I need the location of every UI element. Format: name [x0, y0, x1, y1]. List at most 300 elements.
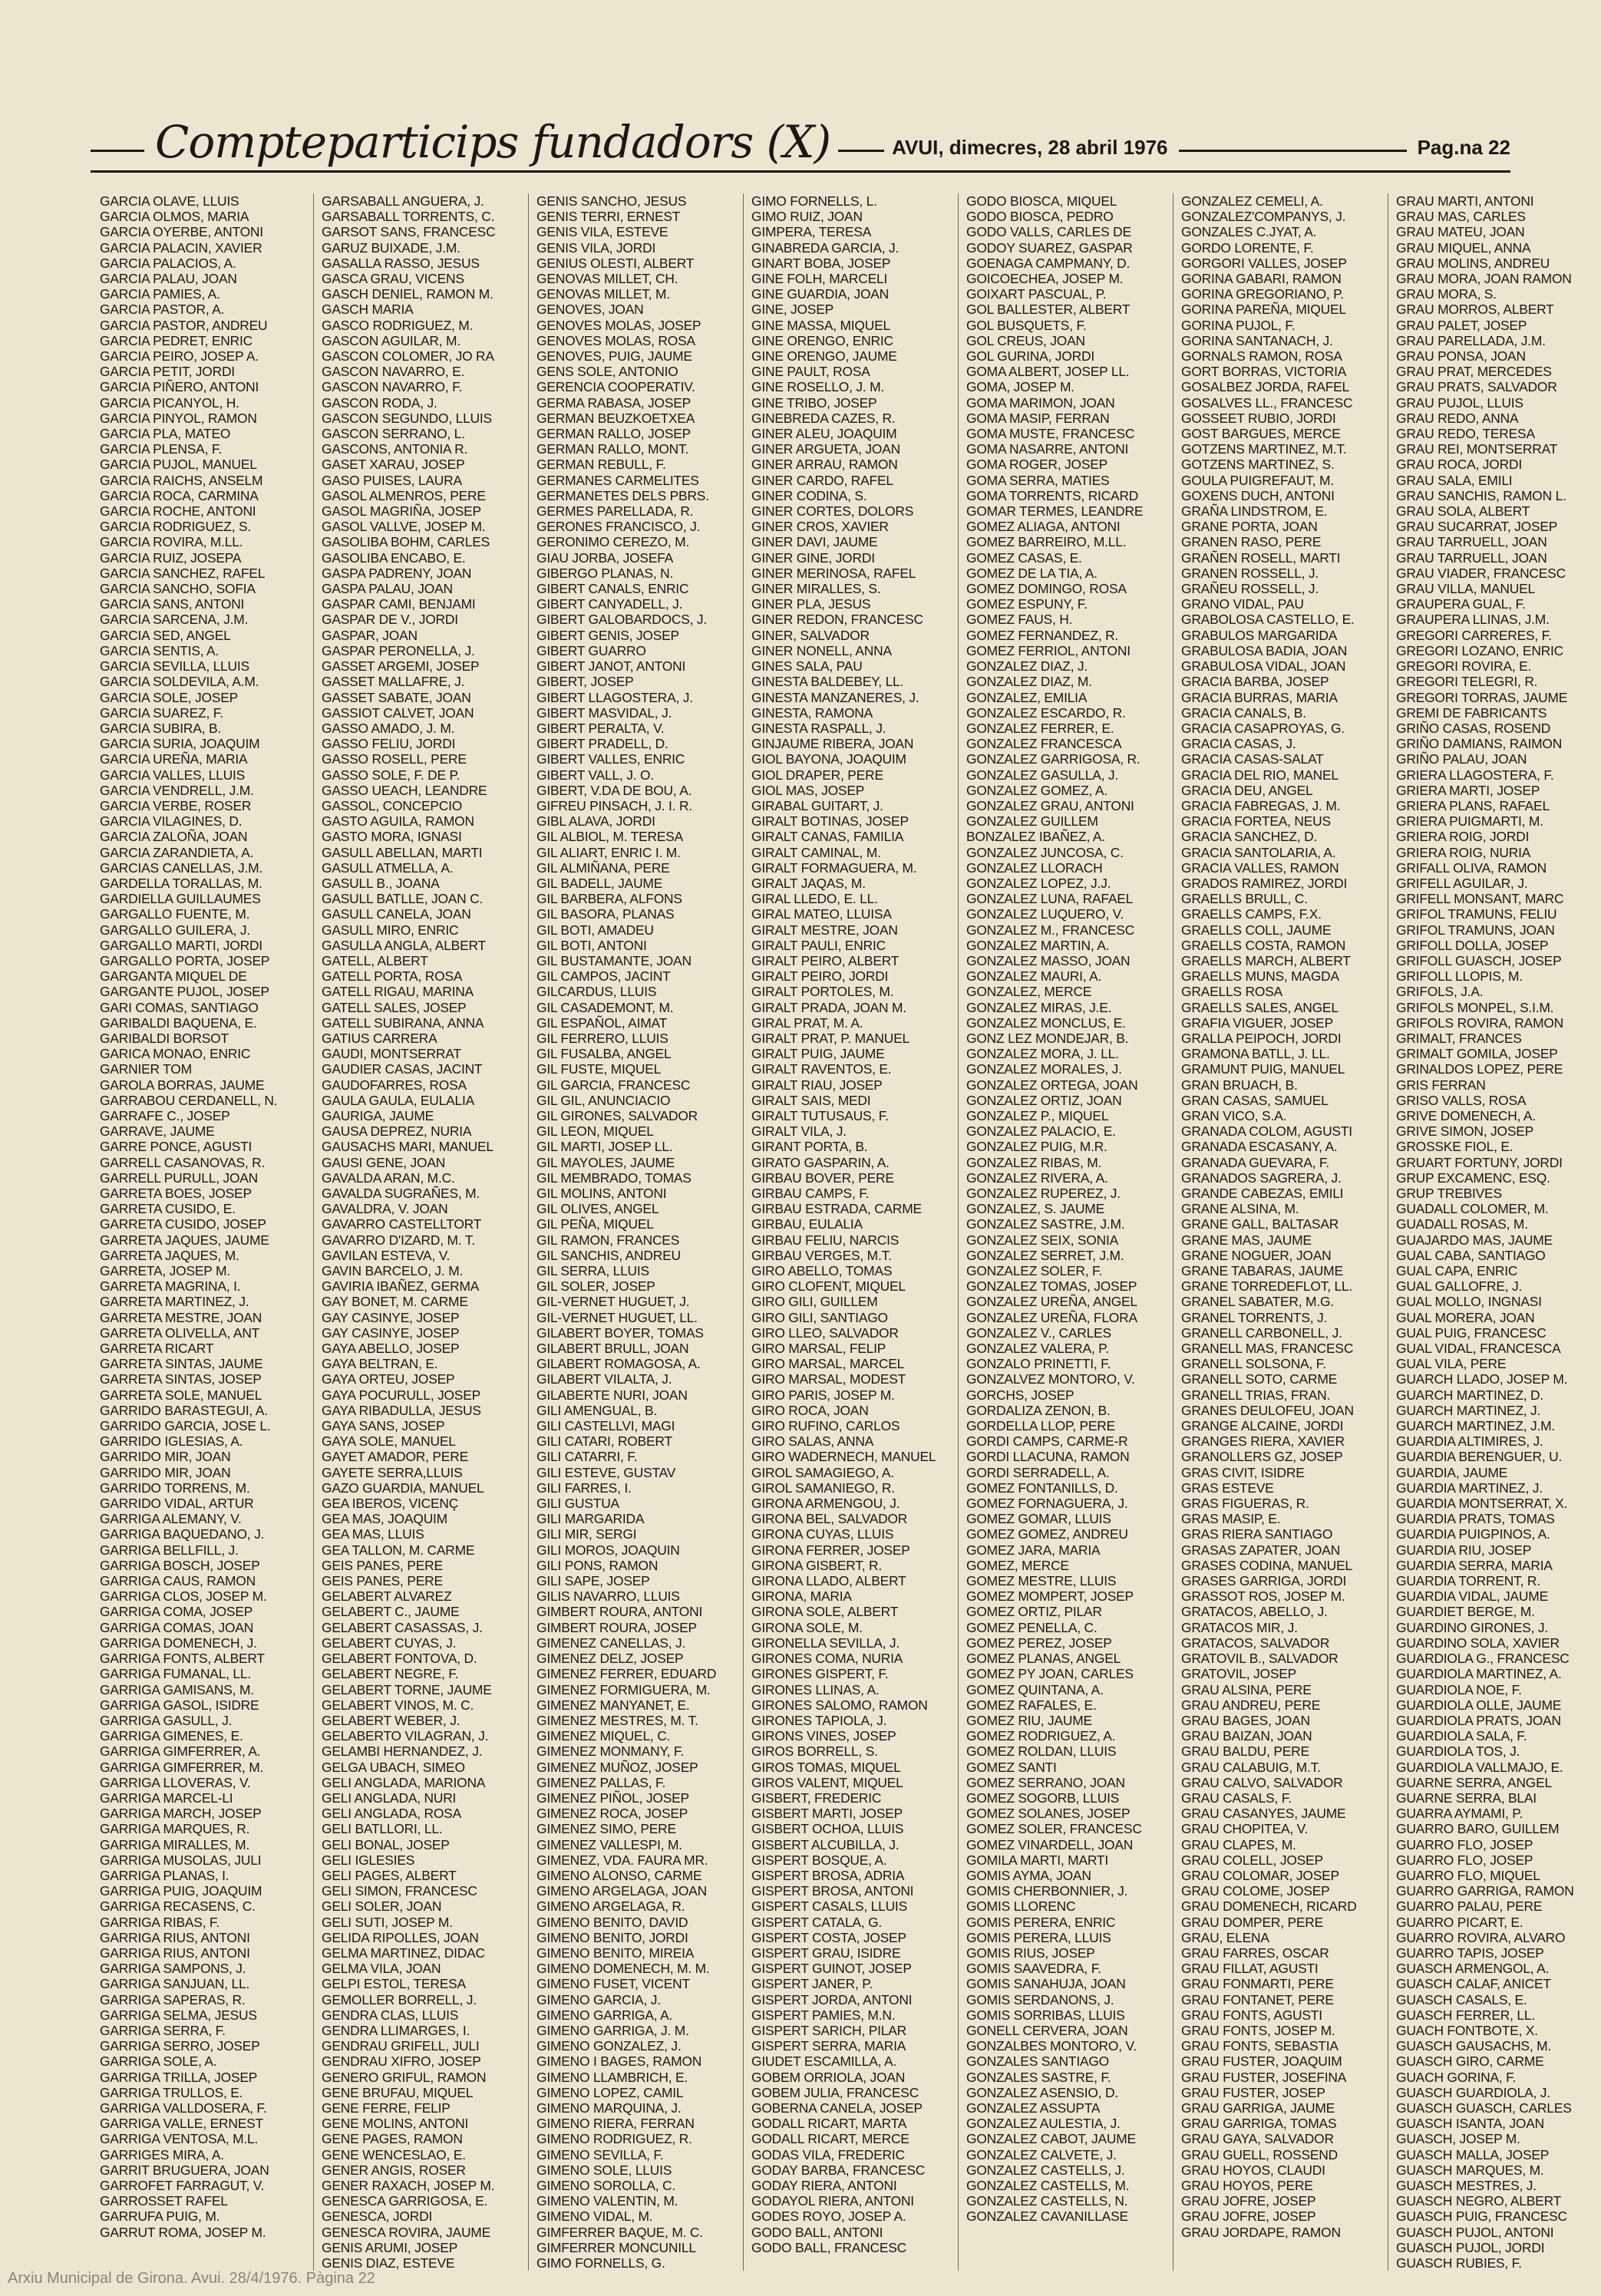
list-item: GENIS TERRI, ERNEST: [536, 209, 681, 225]
list-item: GRAU BALDU, PERE: [1181, 1743, 1309, 1760]
list-item: GARRIT BRUGUERA, JOAN: [100, 2162, 269, 2178]
list-item: GUARDIA TORRENT, R.: [1396, 1573, 1540, 1589]
list-item: GASPAR DE V., JORDI: [322, 612, 458, 628]
list-item: GIBERT GALOBARDOCS, J.: [536, 612, 708, 628]
list-item: GARRIGA SERRA, F.: [100, 2022, 226, 2038]
list-item: GRIFOLS MONPEL, S.I.M.: [1396, 999, 1554, 1015]
list-item: GARCIA SENTIS, A.: [100, 642, 220, 658]
list-item: GIL ALMIÑANA, PERE: [536, 859, 670, 876]
list-item: GONZALEZ RUPEREZ, J.: [966, 1186, 1121, 1201]
list-item: GIMENO SOROLLA, C.: [536, 2178, 675, 2193]
list-item: GRAU PALET, JOSEP: [1396, 317, 1527, 333]
list-item: GRASES GARRIGA, JORDI: [1181, 1573, 1347, 1589]
list-item: GARSOT SANS, FRANCESC: [322, 224, 496, 240]
list-item: GENS SOLE, ANTONIO: [536, 364, 678, 380]
list-item: GRAU MORA, JOAN RAMON: [1396, 271, 1572, 287]
list-item: GRAU FILLAT, AGUSTI: [1181, 1961, 1319, 1977]
list-item: GINE ORENGO, ENRIC: [751, 332, 893, 348]
list-item: GUASCH CASALS, E.: [1396, 1991, 1527, 2007]
list-item: GIMENEZ MUÑOZ, JOSEP: [536, 1759, 698, 1775]
list-item: GOMEZ FORNAGUERA, J.: [966, 1496, 1128, 1512]
list-item: GOMEZ FONTANILLS, D.: [966, 1480, 1118, 1496]
list-item: GRAU COLOME, JOSEP: [1181, 1883, 1330, 1899]
list-item: GASCON NAVARRO, E.: [322, 364, 465, 380]
list-item: GELABERT CUYAS, J.: [322, 1635, 457, 1651]
list-item: GIMENEZ MONMANY, F.: [536, 1743, 685, 1760]
list-item: GAUDI, MONTSERRAT: [322, 1046, 461, 1062]
list-item: GUARRO GARRIGA, RAMON: [1396, 1883, 1574, 1899]
list-item: GIOL MAS, JOSEP: [751, 782, 865, 798]
list-item: GRACIA DEU, ANGEL: [1181, 782, 1313, 798]
list-item: GARGALLO PORTA, JOSEP: [100, 952, 270, 968]
list-item: GUARRO FLO, JOSEP: [1396, 1852, 1533, 1868]
list-item: GUASCH GUARDIOLA, J.: [1396, 2084, 1550, 2100]
list-item: GARRIGA VALLE, ERNEST: [100, 2116, 263, 2132]
list-item: GUASCH ARMENGOL, A.: [1396, 1961, 1550, 1977]
list-item: GUASCH ISANTA, JOAN: [1396, 2116, 1544, 2132]
list-item: GILI CATARRI, F.: [536, 1449, 638, 1465]
list-item: GUARDIOLA TOS, J.: [1396, 1743, 1520, 1760]
list-item: GIRONA LLADO, ALBERT: [751, 1573, 906, 1589]
list-item: GRANELL CARBONELL, J.: [1181, 1324, 1342, 1341]
list-item: GINE GUARDIA, JOAN: [751, 286, 890, 302]
list-item: GIL-VERNET HUGUET, J.: [536, 1294, 690, 1310]
list-item: GONELL CERVERA, JOAN: [966, 2022, 1128, 2038]
list-item: GRINALDOS LOPEZ, PERE: [1396, 1061, 1563, 1077]
list-item: GISBERT, FREDERIC: [751, 1790, 882, 1806]
list-item: GIL MOLINS, ANTONI: [536, 1186, 667, 1201]
list-item: GENDRAU XIFRO, JOSEP: [322, 2054, 481, 2070]
list-item: GIRONES GISPERT, F.: [751, 1666, 889, 1682]
list-item: GOL BALLESTER, ALBERT: [966, 302, 1131, 318]
list-item: GOMIS SAAVEDRA, F.: [966, 1961, 1101, 1977]
list-item: GRAS CIVIT, ISIDRE: [1181, 1464, 1305, 1480]
list-item: GENIS SANCHO, JESUS: [536, 193, 687, 209]
list-item: GRAS FIGUERAS, R.: [1181, 1496, 1309, 1512]
list-item: GARRETA MARTINEZ, J.: [100, 1294, 249, 1310]
list-item: GORDALIZA ZENON, B.: [966, 1402, 1111, 1418]
list-item: GRATOVIL B., SALVADOR: [1181, 1651, 1339, 1667]
list-item: GINESTA MANZANERES, J.: [751, 689, 919, 705]
list-item: GOMEZ JARA, MARIA: [966, 1542, 1101, 1558]
list-item: GENER ANGIS, ROSER: [322, 2162, 466, 2178]
list-item: GUASCH MARQUES, M.: [1396, 2162, 1544, 2178]
list-item: GIMENEZ CANELLAS, J.: [536, 1635, 686, 1651]
list-item: GUADALL ROSAS, M.: [1396, 1216, 1528, 1232]
list-item: GUAJARDO MAS, JAUME: [1396, 1232, 1553, 1248]
list-item: GRAU BAIZAN, JOAN: [1181, 1728, 1312, 1744]
list-item: GIRONA GISBERT, R.: [751, 1557, 883, 1573]
list-item: GRACIA CANALS, B.: [1181, 704, 1306, 721]
list-item: GRAU MORROS, ALBERT: [1396, 302, 1554, 318]
list-item: GUAL CAPA, ENRIC: [1396, 1263, 1518, 1279]
list-item: GROSSKE FIOL, E.: [1396, 1139, 1514, 1155]
list-item: GELI ANGLADA, NURI: [322, 1790, 457, 1806]
list-item: GUASCH CALAF, ANICET: [1396, 1976, 1551, 1992]
list-item: GINER ARGUETA, JOAN: [751, 441, 900, 457]
list-item: GRAU PRATS, SALVADOR: [1396, 379, 1557, 395]
list-item: GRAMUNT PUIG, MANUEL: [1181, 1061, 1345, 1077]
list-item: GUARDIA MARTINEZ, J.: [1396, 1480, 1543, 1496]
list-item: GARCIA PAMIES, A.: [100, 286, 220, 302]
list-item: GENERO GRIFUL, RAMON: [322, 2069, 487, 2085]
list-item: GOMEZ FAUS, H.: [966, 612, 1073, 628]
list-item: GONZALEZ SOLER, F.: [966, 1263, 1103, 1279]
list-item: GOBERNA CANELA, JOSEP: [751, 2100, 923, 2116]
list-item: GOMEZ PEREZ, JOSEP: [966, 1635, 1112, 1651]
list-item: GARRIGA FONTS, ALBERT: [100, 1651, 265, 1667]
list-item: GRANEL TORRENTS, J.: [1181, 1309, 1328, 1325]
list-item: GIRAL LLEDO, E. LL.: [751, 891, 878, 907]
list-item: GRATACOS, ABELLO, J.: [1181, 1604, 1328, 1620]
list-item: GARCIA PALACIOS, A.: [100, 255, 236, 271]
list-item: GISPERT CATALA, G.: [751, 1914, 883, 1930]
list-item: GIOL DRAPER, PERE: [751, 767, 883, 783]
list-item: GOMEZ DE LA TIA, A.: [966, 565, 1098, 581]
list-item: GASCO RODRIGUEZ, M.: [322, 317, 474, 333]
list-item: GIBERT, JOSEP: [536, 674, 634, 690]
list-item: GORT BORRAS, VICTORIA: [1181, 364, 1347, 380]
list-item: GARRELL CASANOVAS, R.: [100, 1154, 266, 1170]
list-item: GONZALEZ ASENSIO, D.: [966, 2084, 1118, 2100]
list-item: GIRONES COMA, NURIA: [751, 1651, 903, 1667]
list-item: GINART BOBA, JOSEP: [751, 255, 891, 271]
list-item: GIRO CLOFENT, MIQUEL: [751, 1278, 906, 1295]
list-item: GELI BATLLORI, LL.: [322, 1821, 443, 1837]
list-item: GILI CATARI, ROBERT: [536, 1433, 672, 1450]
list-item: GONZALEZ TOMAS, JOSEP: [966, 1278, 1137, 1295]
list-item: GARRIGA SANJUAN, LL.: [100, 1976, 250, 1992]
list-item: GRANADA COLOM, AGUSTI: [1181, 1123, 1352, 1140]
list-item: GAUSI GENE, JOAN: [322, 1154, 446, 1170]
list-item: GILI AMENGUAL, B.: [536, 1402, 658, 1418]
list-item: GIRANT PORTA, B.: [751, 1139, 868, 1155]
list-item: GELGA UBACH, SIMEO: [322, 1759, 465, 1775]
list-item: GUARRO PALAU, PERE: [1396, 1898, 1543, 1915]
list-item: GELABERT VINOS, M. C.: [322, 1697, 474, 1713]
list-item: GIRBAU BOVER, PERE: [751, 1169, 894, 1186]
list-item: GIMENO GONZALEZ, J.: [536, 2038, 682, 2054]
list-item: GARROFET FARRAGUT, V.: [100, 2178, 265, 2193]
list-item: GINABREDA GARCIA, J.: [751, 239, 900, 256]
list-item: GASOLIBA ENCABO, E.: [322, 549, 466, 566]
list-item: GIRALT PRAT, P. MANUEL: [751, 1030, 909, 1046]
list-item: GOENAGA CAMPMANY, D.: [966, 255, 1131, 271]
list-item: GRIFOLL GUASCH, JOSEP: [1396, 952, 1562, 968]
list-item: GIL ALBIOL, M. TERESA: [536, 829, 684, 845]
list-item: GARCIA ZARANDIETA, A.: [100, 844, 254, 860]
list-item: GUARDIOLA VALLMAJO, E.: [1396, 1759, 1563, 1775]
list-item: GODOY SUAREZ, GASPAR: [966, 239, 1133, 256]
list-item: GIRATO GASPARIN, A.: [751, 1154, 890, 1170]
list-item: GRANGES RIERA, XAVIER: [1181, 1433, 1345, 1450]
list-item: GINER ALEU, JOAQUIM: [751, 426, 897, 442]
list-item: GARRIGA GASOL, ISIDRE: [100, 1697, 259, 1713]
list-item: GAULA GAULA, EULALIA: [322, 1092, 474, 1108]
list-item: GARCIA ROCHE, ANTONI: [100, 503, 256, 520]
list-item: GRAU PARELLADA, J.M.: [1396, 332, 1546, 348]
list-item: GOMEZ GOMAR, LLUIS: [966, 1511, 1111, 1527]
list-item: GUARDIOLA NOE, F.: [1396, 1681, 1522, 1697]
list-item: GODO BIOSCA, PEDRO: [966, 209, 1114, 225]
list-item: GASSIOT CALVET, JOAN: [322, 704, 474, 721]
list-item: GELABERTO VILAGRAN, J.: [322, 1728, 489, 1744]
list-item: GERMES PARELLADA, R.: [536, 503, 694, 520]
list-item: GENOVES MOLAS, JOSEP: [536, 317, 701, 333]
list-item: GOMEZ PENELLA, C.: [966, 1619, 1098, 1635]
list-item: GARRETA JAQUES, JAUME: [100, 1232, 269, 1248]
list-item: GASULL B., JOANA: [322, 875, 440, 891]
list-item: GIBERT MASVIDAL, J.: [536, 704, 672, 721]
list-item: GOMA MUSTE, FRANCESC: [966, 426, 1135, 442]
list-item: GRACIA FABREGAS, J. M.: [1181, 797, 1341, 813]
list-item: GILABERT BOYER, TOMAS: [536, 1324, 704, 1341]
list-item: GRIERA PLANS, RAFAEL: [1396, 797, 1550, 813]
list-item: GARRIGA VALLDOSERA, F.: [100, 2100, 267, 2116]
list-item: GIMENEZ PALLAS, F.: [536, 1774, 666, 1790]
list-item: GARRIGA FUMANAL, LL.: [100, 1666, 252, 1682]
list-item: GRAMONA BATLL, J. LL.: [1181, 1046, 1330, 1062]
list-item: GENIUS OLESTI, ALBERT: [536, 255, 695, 271]
list-item: GARCIA OLMOS, MARIA: [100, 209, 249, 225]
list-item: GUARDIOLA OLLE, JAUME: [1396, 1697, 1562, 1713]
list-item: GASCH MARIA: [322, 302, 414, 318]
list-item: GASCA GRAU, VICENS: [322, 271, 464, 287]
list-item: GISPERT JANER, P.: [751, 1976, 873, 1992]
list-item: GOMEZ SOGORB, LLUIS: [966, 1790, 1120, 1806]
list-item: GOMEZ MOMPERT, JOSEP: [966, 1588, 1134, 1605]
list-item: GONZALEZ M., FRANCESC: [966, 922, 1134, 938]
list-item: GARCIA SUBIRA, B.: [100, 720, 221, 736]
list-item: GRIFELL MONSANT, MARC: [1396, 891, 1564, 907]
list-item: GILI SAPE, JOSEP: [536, 1573, 650, 1589]
list-item: GRACIA VALLES, RAMON: [1181, 859, 1339, 876]
list-item: GIL PEÑA, MIQUEL: [536, 1216, 654, 1232]
list-item: GRANELL SOTO, CARME: [1181, 1371, 1338, 1387]
list-item: GUASCH GUASCH, CARLES: [1396, 2100, 1572, 2116]
list-item: GUACH GORINA, F.: [1396, 2069, 1517, 2085]
list-item: GIRALT CAMINAL, M.: [751, 844, 881, 860]
list-item: GIRONES LLINAS, A.: [751, 1681, 880, 1697]
list-item: GUARNE SERRA, ANGEL: [1396, 1774, 1553, 1790]
list-item: GARCIA PLENSA, F.: [100, 441, 222, 457]
list-item: GREGORI LOZANO, ENRIC: [1396, 642, 1564, 658]
list-item: GINEBREDA CAZES, R.: [751, 410, 896, 426]
page-title: Compteparticips fundadors (X): [155, 116, 831, 168]
list-item: GAY BONET, M. CARME: [322, 1294, 468, 1310]
list-item: GARRIGA VENTOSA, M.L.: [100, 2131, 259, 2147]
list-item: GOMA MARIMON, JOAN: [966, 394, 1115, 411]
list-item: GOMAR TERMES, LEANDRE: [966, 503, 1144, 520]
list-item: GILI ESTEVE, GUSTAV: [536, 1464, 676, 1480]
list-item: GONZALEZ, S. JAUME: [966, 1201, 1104, 1217]
list-item: GASPAR PERONELLA, J.: [322, 642, 475, 658]
list-item: GENOVAS MILLET, M.: [536, 286, 670, 302]
list-item: GIRBAU CAMPS, F.: [751, 1186, 870, 1201]
list-item: GARRE PONCE, AGUSTI: [100, 1139, 253, 1155]
list-item: GOMIS SERDANONS, J.: [966, 1991, 1114, 2007]
list-item: GRABULOSA BADIA, JOAN: [1181, 642, 1348, 658]
list-item: GONZALEZ PUIG, M.R.: [966, 1139, 1107, 1155]
list-item: GIBERT VALL, J. O.: [536, 767, 654, 783]
list-item: GRAÑEU ROSSELL, J.: [1181, 581, 1319, 597]
list-item: GIMENO SOLE, LLUIS: [536, 2162, 672, 2178]
list-item: GILABERT VILALTA, J.: [536, 1371, 672, 1387]
list-item: GONZALEZ'COMPANYS, J.: [1181, 209, 1346, 225]
list-item: GONZALEZ GOMEZ, A.: [966, 782, 1107, 798]
list-item: GARCIA RODRIGUEZ, S.: [100, 519, 251, 535]
list-item: GIL BOTI, AMADEU: [536, 922, 654, 938]
list-item: GUARDIOLA MARTINEZ, A.: [1396, 1666, 1562, 1682]
list-item: GIMENEZ VALLESPI, M.: [536, 1836, 682, 1852]
list-item: GARRIGA SAMPONS, J.: [100, 1961, 246, 1977]
list-item: GUARRO ROVIRA, ALVARO: [1396, 1929, 1566, 1945]
list-item: GINJAUME RIBERA, JOAN: [751, 736, 914, 752]
list-item: GARRIDO BARASTEGUI, A.: [100, 1402, 268, 1418]
list-item: GOMEZ MESTRE, LLUIS: [966, 1573, 1117, 1589]
list-item: GOL GURINA, JORDI: [966, 348, 1094, 365]
list-item: GARRIGA SELMA, JESUS: [100, 2007, 257, 2023]
list-item: GUARDIA, JAUME: [1396, 1464, 1508, 1480]
list-item: GASPA PALAU, JOAN: [322, 581, 453, 597]
list-item: GIMENO DOMENECH, M. M.: [536, 1961, 710, 1977]
list-item: GENER RAXACH, JOSEP M.: [322, 2178, 495, 2193]
list-item: GARCIA VALLES, LLUIS: [100, 767, 245, 783]
list-item: GODES ROYO, JOSEP A.: [751, 2209, 906, 2225]
list-item: GRIERA MARTI, JOSEP: [1396, 782, 1540, 798]
list-item: GINESTA BALDEBEY, LL.: [751, 674, 904, 690]
page-header: [91, 107, 1510, 169]
list-item: GILI MIR, SERGI: [536, 1526, 637, 1542]
list-item: GRAU FONTS, SEBASTIA: [1181, 2038, 1339, 2054]
list-item: GUARDIOLA SALA, F.: [1396, 1728, 1527, 1744]
list-item: GIBERT LLAGOSTERA, J.: [536, 689, 693, 705]
list-item: GARRIGA GAMISANS, M.: [100, 1681, 254, 1697]
list-item: GIMENEZ, VDA. FAURA MR.: [536, 1852, 708, 1868]
list-item: GAVIN BARCELO, J. M.: [322, 1263, 464, 1279]
list-item: GORDO LORENTE, F.: [1181, 239, 1314, 256]
list-item: GRAU CALVO, SALVADOR: [1181, 1774, 1343, 1790]
list-item: GAY CASINYE, JOSEP: [322, 1324, 460, 1341]
list-item: GISPERT COSTA, JOSEP: [751, 1929, 906, 1945]
list-item: GASULL ATMELLA, A.: [322, 859, 454, 876]
list-item: GIROS VALENT, MIQUEL: [751, 1774, 903, 1790]
list-item: GINER DAVI, JAUME: [751, 534, 878, 550]
list-item: GISPERT CASALS, LLUIS: [751, 1898, 907, 1915]
header-underline: [91, 170, 1510, 173]
list-item: GRACIA BURRAS, MARIA: [1181, 689, 1338, 705]
list-item: GODO VALLS, CARLES DE: [966, 224, 1131, 240]
list-item: GRACIA CASAS-SALAT: [1181, 751, 1324, 767]
list-item: GARCIA SOLDEVILA, A.M.: [100, 674, 259, 690]
name-column-4: [743, 193, 956, 2271]
list-item: GRANE PORTA, JOAN: [1181, 519, 1318, 535]
list-item: GARRIGA MARCEL-LI: [100, 1790, 233, 1806]
list-item: GRAUPERA LLINAS, J.M.: [1396, 612, 1550, 628]
list-item: BONZALEZ IBAÑEZ, A.: [966, 829, 1105, 845]
list-item: GIL OLIVES, ANGEL: [536, 1201, 659, 1217]
list-item: GARGANTA MIQUEL DE: [100, 968, 247, 985]
list-item: GONZALEZ P., MIQUEL: [966, 1107, 1109, 1123]
list-item: GONZALEZ MORALES, J.: [966, 1061, 1122, 1077]
list-item: GIRO SALAS, ANNA: [751, 1433, 874, 1450]
list-item: GRANADOS SAGRERA, J.: [1181, 1169, 1342, 1186]
list-item: GRUP EXCAMENC, ESQ.: [1396, 1169, 1550, 1186]
list-item: GRAU FONTS, JOSEP M.: [1181, 2022, 1335, 2038]
list-item: GARRIGA COMA, JOSEP: [100, 1604, 253, 1620]
list-item: GUARCH MARTINEZ, D.: [1396, 1387, 1544, 1403]
list-item: GONZALEZ FERRER, E.: [966, 720, 1114, 736]
list-item: GOSALBEZ JORDA, RAFEL: [1181, 379, 1350, 395]
list-item: GRAÑEN ROSELL, MARTI: [1181, 549, 1341, 566]
list-item: GONZALEZ GARRIGOSA, R.: [966, 751, 1141, 767]
list-item: GUARRO BARO, GUILLEM: [1396, 1821, 1560, 1837]
list-item: GELI SIMON, FRANCESC: [322, 1883, 477, 1899]
list-item: GUARRO FLO, JOSEP: [1396, 1836, 1533, 1852]
list-item: GARCIA OLAVE, LLUIS: [100, 193, 239, 209]
list-item: GIRO MARSAL, MODEST: [751, 1371, 906, 1387]
list-item: GENESCA, JORDI: [322, 2209, 433, 2225]
list-item: GINES SALA, PAU: [751, 658, 863, 675]
list-item: GARCIA PUJOL, MANUEL: [100, 457, 257, 473]
list-item: GINER CODINA, S.: [751, 487, 867, 503]
list-item: GIRBAU FELIU, NARCIS: [751, 1232, 900, 1248]
list-item: GRAS ESTEVE: [1181, 1480, 1274, 1496]
list-item: GIBERGO PLANAS, N.: [536, 565, 674, 581]
list-item: GORINA PUJOL, F.: [1181, 317, 1296, 333]
name-column-3: [528, 193, 741, 2271]
list-item: GARCIA PETIT, JORDI: [100, 364, 235, 380]
list-item: GONZALEZ ASSUPTA: [966, 2100, 1101, 2116]
list-item: GIL-VERNET HUGUET, LL.: [536, 1309, 698, 1325]
list-item: GOBEM JULIA, FRANCESC: [751, 2084, 919, 2100]
list-item: GRAU CHOPITEA, V.: [1181, 1821, 1309, 1837]
list-item: GEA MAS, LLUIS: [322, 1526, 424, 1542]
list-item: GAVARRO CASTELLTORT: [322, 1216, 482, 1232]
list-item: GATIUS CARRERA: [322, 1030, 437, 1046]
list-item: GAYA POCURULL, JOSEP: [322, 1387, 481, 1403]
list-item: GENOVES, PUIG, JAUME: [536, 348, 692, 365]
list-item: GIBERT GUARRO: [536, 642, 646, 658]
list-item: GIMFERRER MONCUNILL: [536, 2239, 696, 2255]
list-item: GRAELLS BRULL, C.: [1181, 891, 1308, 907]
list-item: GRABULOSA VIDAL, JOAN: [1181, 658, 1346, 675]
list-item: GRAU TARRUELL, JOAN: [1396, 534, 1547, 550]
header-rule-mid: [838, 150, 884, 152]
list-item: GINER GINE, JORDI: [751, 549, 875, 566]
list-item: GASSET SABATE, JOAN: [322, 689, 471, 705]
list-item: GUAL CABA, SANTIAGO: [1396, 1247, 1546, 1263]
list-item: GIMENEZ MIQUEL, C.: [536, 1728, 671, 1744]
list-item: GARCIA SURIA, JOAQUIM: [100, 736, 260, 752]
list-item: GRANE MAS, JAUME: [1181, 1232, 1312, 1248]
list-item: GENE WENCESLAO, E.: [322, 2146, 466, 2162]
list-item: GIMENO BENITO, MIREIA: [536, 1945, 695, 1961]
list-item: GINE, JOSEP: [751, 302, 834, 318]
list-item: GORINA GABARI, RAMON: [1181, 271, 1342, 287]
list-item: GIMBERT ROURA, ANTONI: [536, 1604, 703, 1620]
list-item: GONZALEZ MASSO, JOAN: [966, 952, 1131, 968]
list-item: GIMENEZ MANYANET, E.: [536, 1697, 690, 1713]
list-item: GELABERT WEBER, J.: [322, 1712, 460, 1728]
list-item: GIRO MARSAL, FELIP: [751, 1341, 886, 1357]
list-item: GOIXART PASCUAL, P.: [966, 286, 1107, 302]
list-item: GARUZ BUIXADE, J.M.: [322, 239, 460, 256]
list-item: GONZALEZ SEIX, SONIA: [966, 1232, 1118, 1248]
list-item: GELI PAGES, ALBERT: [322, 1867, 457, 1883]
list-item: GINESTA, RAMONA: [751, 704, 873, 721]
list-item: GONZALES SANTIAGO: [966, 2054, 1110, 2070]
